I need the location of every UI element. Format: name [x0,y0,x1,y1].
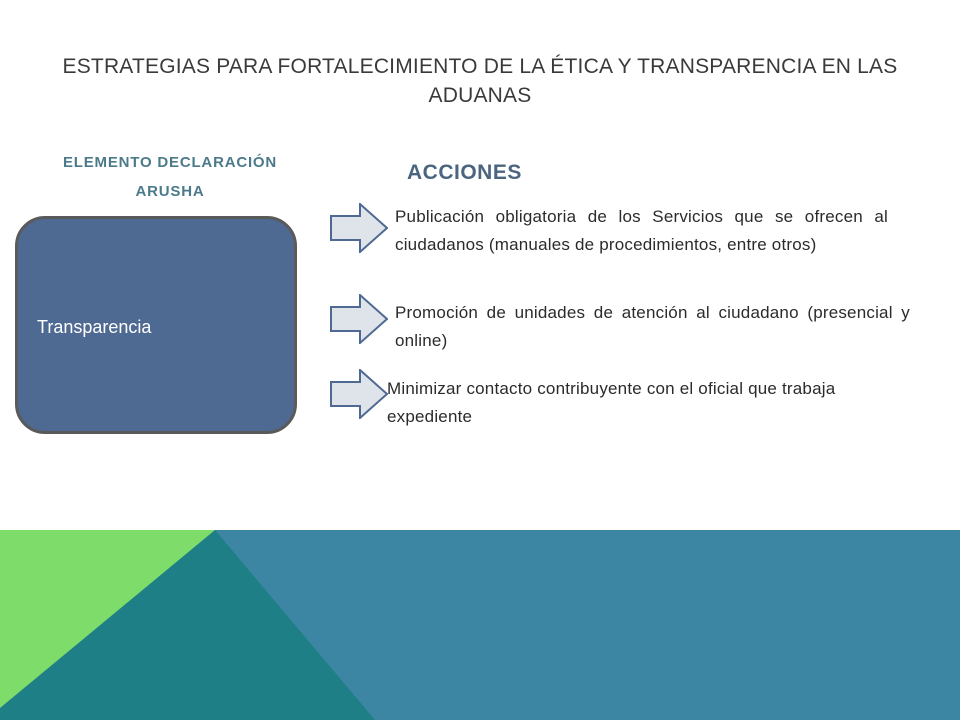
action-item: Promoción de unidades de atención al ciudadano (presencial y online) [395,303,910,350]
arrow-right-icon [330,369,388,419]
action-item: Publicación obligatoria de los Servicios que se ofrecen al ciudadanos (manuales de procedimientos, entre otros) [395,207,888,254]
element-box-label: Transparencia [37,317,152,337]
slide-title: ESTRATEGIAS PARA FORTALECIMIENTO DE LA ÉTICA Y TRANSPARENCIA EN LAS ADUANAS [62,55,898,107]
actions-column-heading: ACCIONES [407,161,522,184]
arrow-right-icon [330,294,388,344]
element-box [15,216,297,434]
action-item: Minimizar contacto contribuyente con el oficial que trabaja expediente [387,379,836,426]
decorative-footer-band [0,530,960,720]
element-column-heading: ELEMENTO DECLARACIÓN ARUSHA [62,154,278,200]
arrow-right-icon [330,203,388,253]
